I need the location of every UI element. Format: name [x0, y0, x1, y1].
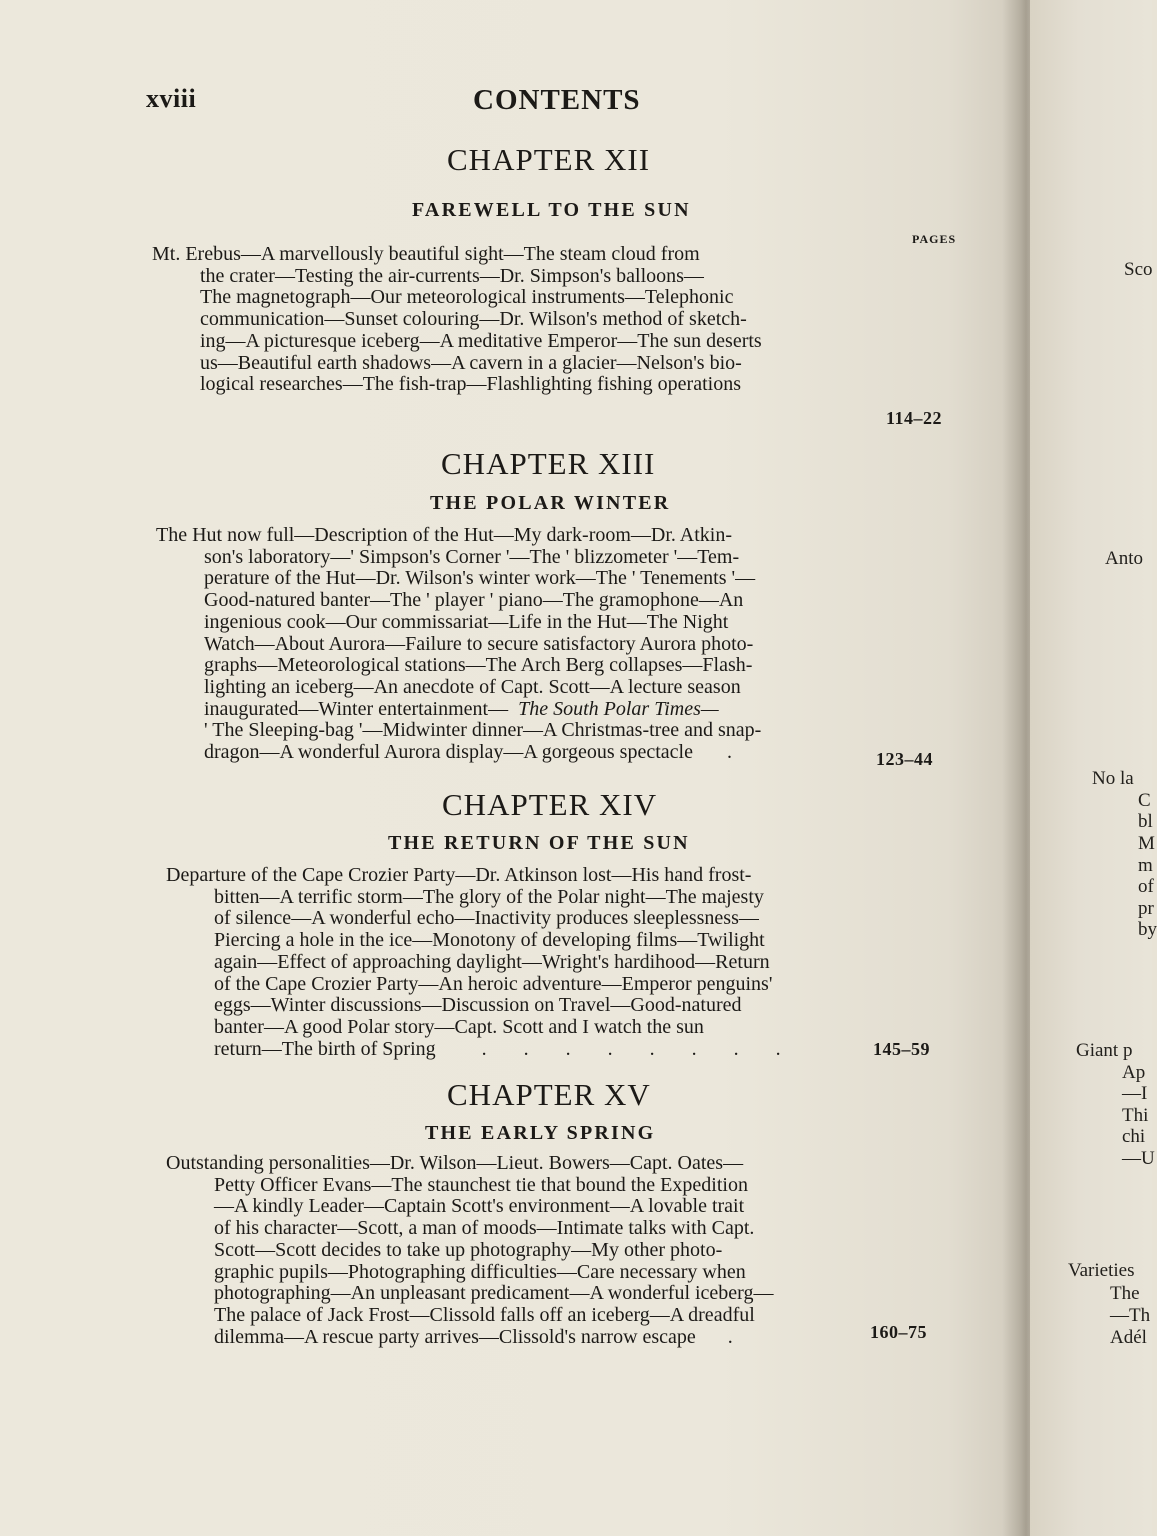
page-header-contents: CONTENTS	[473, 84, 641, 116]
summary-line: Watch—About Aurora—Failure to secure satisfactory Aurora photo-	[204, 632, 754, 655]
summary-line: the crater—Testing the air-currents—Dr. Simpson's balloons—	[200, 264, 704, 287]
chapter-xv-pages: 160–75	[870, 1322, 927, 1342]
chapter-xii-heading: CHAPTER XII	[447, 142, 651, 177]
summary-line: lighting an iceberg—An anecdote of Capt. Scott—A lecture season	[204, 675, 741, 698]
facing-page-fragment: The	[1110, 1283, 1140, 1304]
chapter-xiii-pages: 123–44	[876, 749, 933, 769]
summary-line: graphs—Meteorological stations—The Arch Berg collapses—Flash-	[204, 654, 753, 677]
facing-page-fragment: Sco	[1124, 259, 1153, 280]
summary-line	[156, 699, 906, 721]
summary-line: Outstanding personalities—Dr. Wilson—Lieut. Bowers—Capt. Oates—	[166, 1152, 744, 1174]
chapter-xii-summary	[152, 244, 912, 396]
summary-line: The Hut now full—Description of the Hut—My dark-room—Dr. Atkin-	[156, 524, 733, 546]
chapter-xiii-summary	[156, 525, 906, 764]
facing-page-fragment: C	[1138, 790, 1151, 811]
chapter-xiv-title: THE RETURN OF THE SUN	[388, 832, 690, 854]
summary-line: logical researches—The fish-trap—Flashlighting fishing operations	[200, 373, 741, 396]
summary-line: ingenious cook—Our commissariat—Life in the Hut—The Night	[204, 610, 729, 633]
summary-line: us—Beautiful earth shadows—A cavern in a glacier—Nelson's bio-	[200, 351, 742, 374]
facing-page-fragment: —U	[1122, 1148, 1155, 1169]
summary-line: graphic pupils—Photographing difficulties—Care necessary when	[214, 1260, 746, 1283]
summary-line: return—The birth of Spring . . . . . . . .	[214, 1037, 797, 1060]
summary-line: of silence—A wonderful echo—Inactivity produces sleeplessness—	[214, 907, 759, 930]
summary-line: photographing—An unpleasant predicament—A wonderful iceberg—	[214, 1282, 774, 1305]
facing-page-fragment: Varieties	[1068, 1260, 1135, 1281]
summary-line: dragon—A wonderful Aurora display—A gorgeous spectacle .	[204, 741, 748, 764]
chapter-xiii-title: THE POLAR WINTER	[430, 492, 671, 514]
pages-column-label: PAGES	[912, 232, 957, 246]
summary-line: Mt. Erebus—A marvellously beautiful sight—The steam cloud from	[152, 243, 700, 265]
facing-page-fragment: Giant p	[1076, 1040, 1133, 1061]
chapter-xv-heading: CHAPTER XV	[447, 1077, 651, 1112]
summary-line: dilemma—A rescue party arrives—Clissold's narrow escape .	[214, 1325, 749, 1348]
chapter-xiv-heading: CHAPTER XIV	[442, 787, 658, 822]
summary-line: of his character—Scott, a man of moods—Intimate talks with Capt.	[214, 1217, 755, 1240]
facing-page-fragment: No la	[1092, 768, 1134, 789]
chapter-xv-title: THE EARLY SPRING	[425, 1122, 656, 1144]
summary-line-text: inaugurated—Winter entertainment—	[204, 697, 509, 720]
summary-line: Scott—Scott decides to take up photography—My other photo-	[214, 1238, 723, 1261]
chapter-xiv-summary	[166, 865, 898, 1060]
summary-line: perature of the Hut—Dr. Wilson's winter work—The ' Tenements '—	[204, 567, 756, 590]
chapter-xii-title: FAREWELL TO THE SUN	[412, 199, 691, 221]
summary-line: again—Effect of approaching daylight—Wright's hardihood—Return	[214, 950, 770, 973]
chapter-xii-pages: 114–22	[886, 408, 943, 428]
facing-page-fragment: pr	[1138, 898, 1154, 919]
facing-page-fragment: —Th	[1110, 1305, 1151, 1326]
chapter-xiii-heading: CHAPTER XIII	[441, 446, 656, 481]
facing-page-fragment: chi	[1122, 1126, 1146, 1147]
facing-page-fragment: Adél	[1110, 1327, 1147, 1348]
facing-page-fragment: —I	[1122, 1083, 1148, 1104]
facing-page-fragment: by	[1138, 919, 1157, 940]
summary-line: Petty Officer Evans—The staunchest tie that bound the Expedition	[214, 1173, 748, 1196]
chapter-xv-summary	[166, 1153, 896, 1348]
facing-page-fragment: Thi	[1122, 1105, 1149, 1126]
summary-line: —A kindly Leader—Captain Scott's environment—A lovable trait	[214, 1195, 745, 1218]
facing-page-fragment: Anto	[1105, 548, 1143, 569]
italic-publication-title: The South Polar Times—	[518, 697, 719, 720]
facing-page-fragment: bl	[1138, 811, 1153, 832]
summary-line: ing—A picturesque iceberg—A meditative Emperor—The sun deserts	[200, 329, 762, 352]
facing-page-fragment: m	[1138, 855, 1153, 876]
summary-line: Departure of the Cape Crozier Party—Dr. Atkinson lost—His hand frost-	[166, 864, 752, 886]
summary-line: The palace of Jack Frost—Clissold falls off an iceberg—A dreadful	[214, 1303, 755, 1326]
chapter-xiv-pages: 145–59	[873, 1039, 930, 1059]
facing-page-fragment: of	[1138, 876, 1154, 897]
summary-line: of the Cape Crozier Party—An heroic adventure—Emperor penguins'	[214, 972, 773, 995]
facing-page-fragment: M	[1138, 833, 1155, 854]
summary-line: son's laboratory—' Simpson's Corner '—The ' blizzometer '—Tem-	[204, 545, 740, 568]
facing-page-fragment: Ap	[1122, 1062, 1146, 1083]
summary-line: The magnetograph—Our meteorological instruments—Telephonic	[200, 286, 734, 309]
facing-page-edge	[1030, 0, 1157, 1536]
summary-line: bitten—A terrific storm—The glory of the Polar night—The majesty	[214, 885, 764, 908]
summary-line: ' The Sleeping-bag '—Midwinter dinner—A Christmas-tree and snap-	[204, 719, 762, 742]
summary-line-text: dragon—A wonderful Aurora display—A gorgeous spectacle	[204, 741, 693, 764]
summary-line: Piercing a hole in the ice—Monotony of developing films—Twilight	[214, 929, 765, 952]
summary-line: Good-natured banter—The ' player ' piano—The gramophone—An	[204, 589, 744, 612]
summary-line: banter—A good Polar story—Capt. Scott and I watch the sun	[214, 1015, 704, 1038]
summary-line: communication—Sunset colouring—Dr. Wilson's method of sketch-	[200, 308, 747, 331]
summary-line-text: dilemma—A rescue party arrives—Clissold's narrow escape	[214, 1325, 696, 1348]
summary-line: eggs—Winter discussions—Discussion on Travel—Good-natured	[214, 994, 742, 1017]
page-number: xviii	[146, 84, 197, 113]
summary-line-text: return—The birth of Spring	[214, 1037, 436, 1060]
